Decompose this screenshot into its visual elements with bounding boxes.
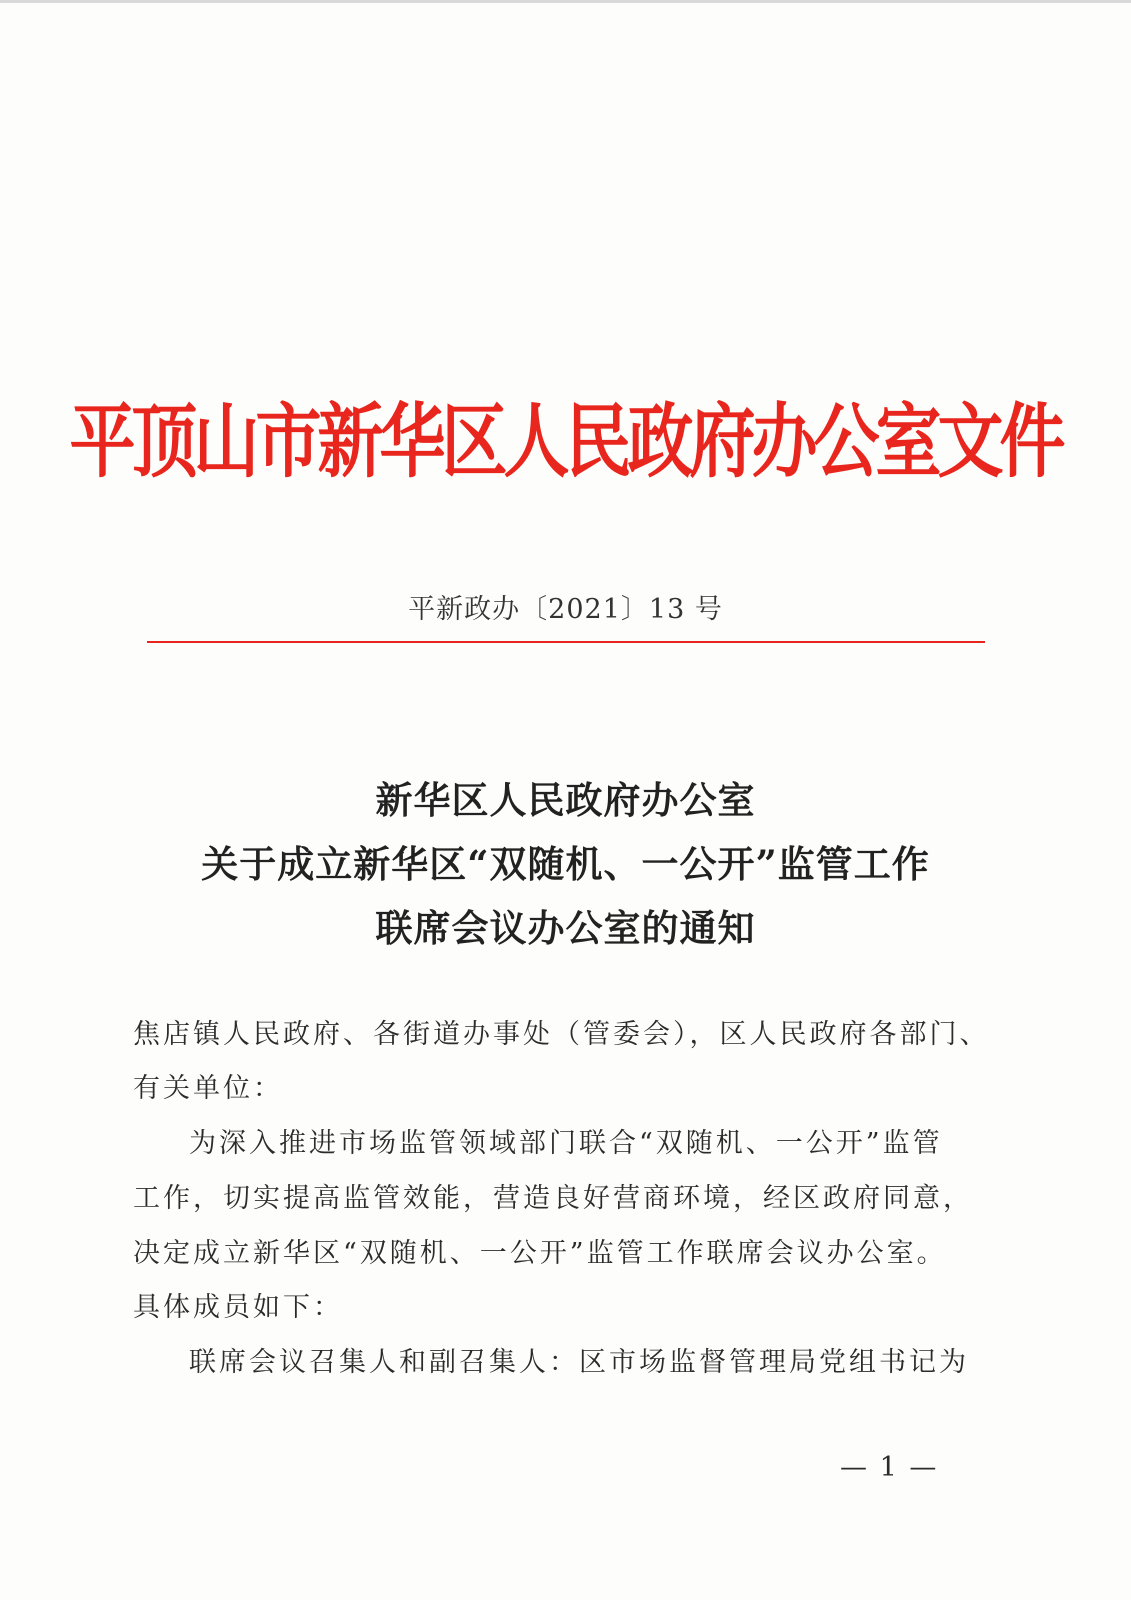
- page-number: — 1 —: [840, 1452, 939, 1483]
- title-line: 新华区人民政府办公室: [375, 778, 756, 822]
- title-line: 关于成立新华区“双随机、一公开”监管工作: [201, 842, 930, 886]
- document-title: [0, 768, 1131, 960]
- document-number: 平新政办〔2021〕13 号: [408, 594, 723, 625]
- paragraph-line: 工作，切实提高监管效能，营造良好营商环境，经区政府同意，: [133, 1183, 973, 1214]
- title-line: 联席会议办公室的通知: [375, 906, 756, 950]
- scan-top-edge: [0, 0, 1131, 3]
- recipients-line: 焦店镇人民政府、各街道办事处（管委会），区人民政府各部门、: [133, 1019, 990, 1050]
- red-divider-line: [147, 641, 985, 643]
- recipients-line: 有关单位：: [133, 1073, 283, 1104]
- masthead: 平顶山市新华区人民政府办公室文件: [69, 395, 1062, 490]
- paragraph-line: 具体成员如下：: [133, 1292, 343, 1323]
- paragraph-line: 为深入推进市场监管领域部门联合“双随机、一公开”监管: [189, 1128, 943, 1159]
- paragraph-line: 联席会议召集人和副召集人：区市场监督管理局党组书记为: [189, 1347, 969, 1378]
- paragraph-line: 决定成立新华区“双随机、一公开”监管工作联席会议办公室。: [133, 1238, 947, 1269]
